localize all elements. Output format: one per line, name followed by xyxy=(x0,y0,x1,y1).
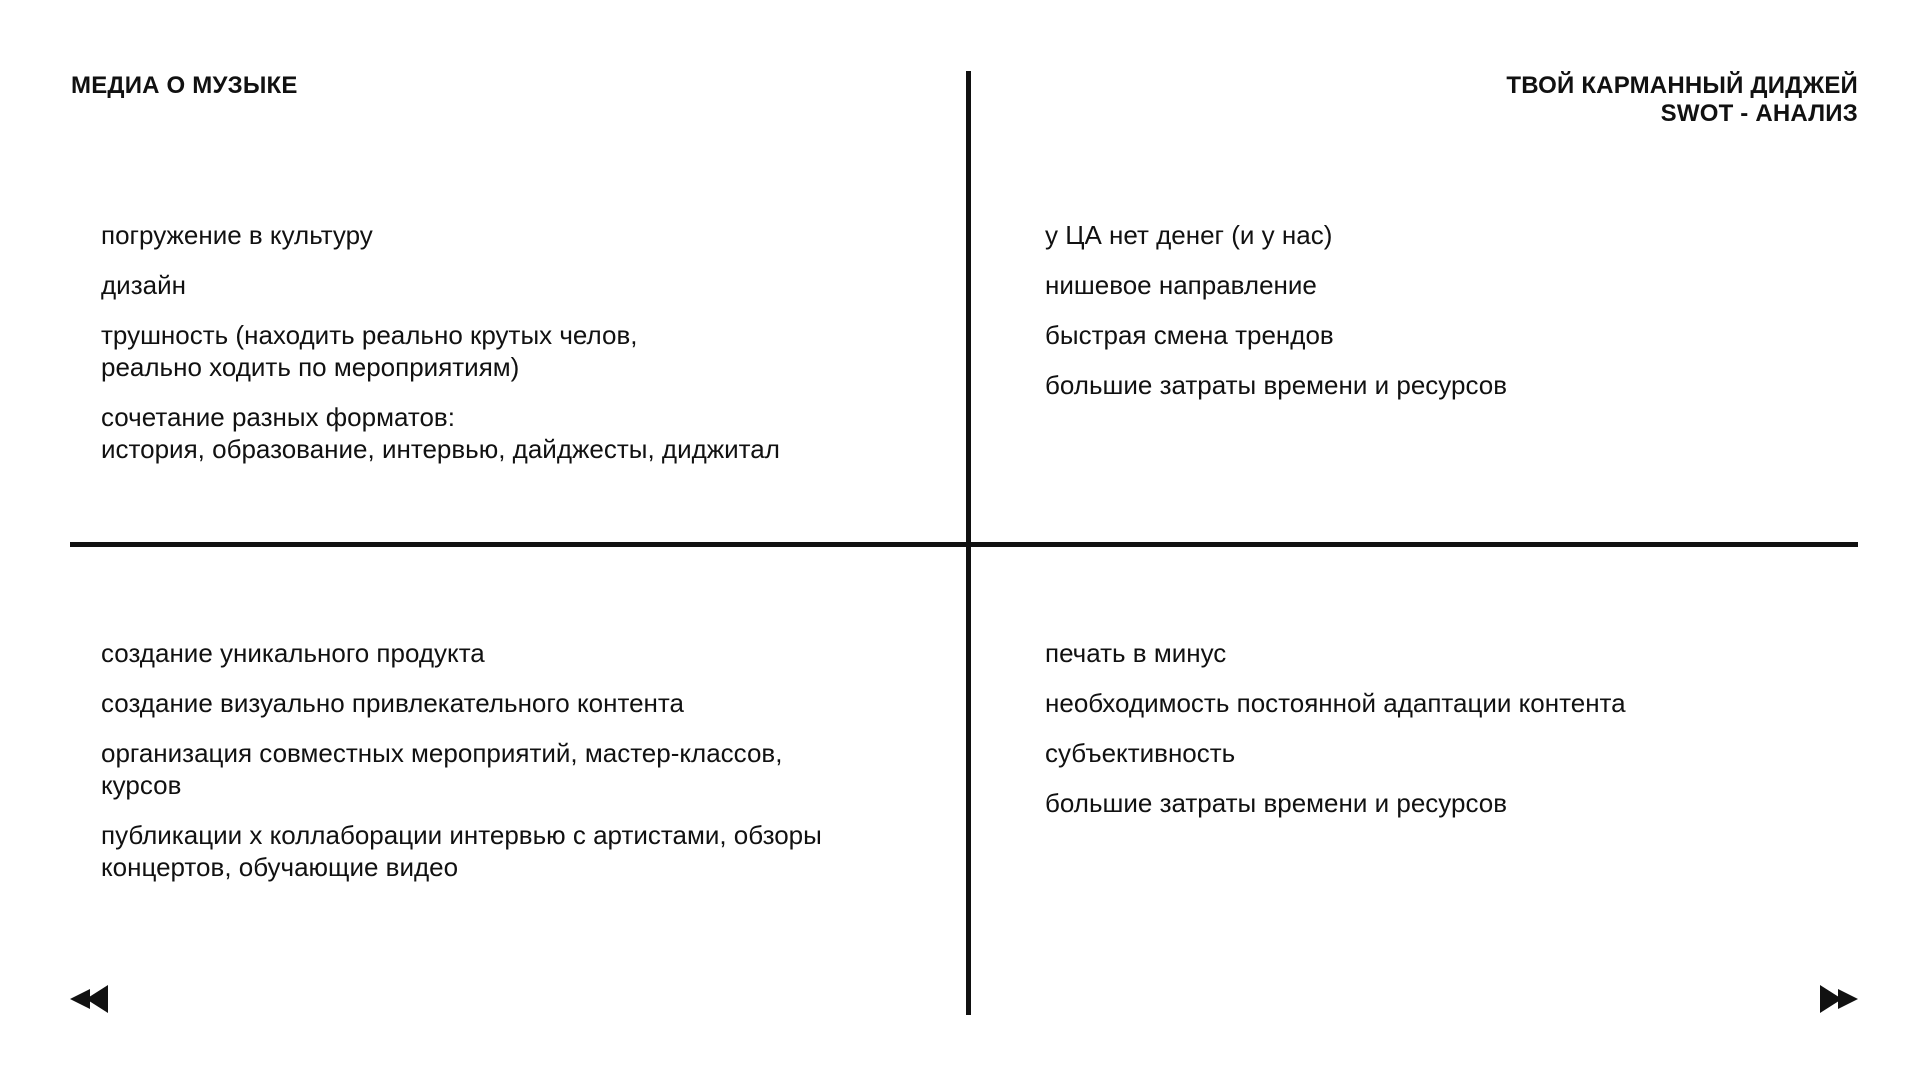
swot-item-text: концертов, обучающие видео xyxy=(101,852,459,882)
slide-subtitle: SWOT - АНАЛИЗ xyxy=(1660,100,1858,127)
swot-item-text: быстрая смена трендов xyxy=(1045,320,1334,350)
swot-item-text: нишевое направление xyxy=(1045,270,1317,300)
swot-item xyxy=(1045,637,1845,669)
swot-item xyxy=(101,637,931,669)
swot-item-text: дизайн xyxy=(101,270,186,300)
weaknesses-quadrant xyxy=(1045,219,1845,419)
swot-item xyxy=(101,819,931,883)
swot-item xyxy=(1045,219,1845,251)
slide-title-line-1: ТВОЙ КАРМАННЫЙ ДИДЖЕЙ xyxy=(1506,72,1858,99)
swot-item-text: трушность (находить реально крутых челов, xyxy=(101,320,638,350)
swot-item-text: печать в минус xyxy=(1045,638,1227,668)
swot-item-text: публикации х коллаборации интервью с артистами, обзоры xyxy=(101,820,822,850)
swot-item-text: создание уникального продукта xyxy=(101,638,485,668)
swot-item-text: курсов xyxy=(101,770,182,800)
swot-item xyxy=(1045,369,1845,401)
brand-title: МЕДИА О МУЗЫКЕ xyxy=(71,72,298,99)
swot-item-text: большие затраты времени и ресурсов xyxy=(1045,370,1508,400)
threats-quadrant xyxy=(1045,637,1845,837)
prev-slide-button[interactable] xyxy=(70,984,110,1014)
slide-title xyxy=(1506,72,1858,128)
double-arrow-right-icon xyxy=(1818,984,1858,1014)
swot-item xyxy=(101,219,931,251)
swot-item-text: большие затраты времени и ресурсов xyxy=(1045,788,1508,818)
opportunities-quadrant xyxy=(101,637,931,901)
swot-item-text: сочетание разных форматов: xyxy=(101,402,455,432)
swot-item-text: субъективность xyxy=(1045,738,1236,768)
swot-item-text: реально ходить по мероприятиям) xyxy=(101,352,520,382)
swot-item-text: создание визуально привлекательного контента xyxy=(101,688,684,718)
horizontal-divider xyxy=(70,542,1858,547)
double-arrow-left-icon xyxy=(70,984,110,1014)
swot-item-text: у ЦА нет денег (и у нас) xyxy=(1045,220,1333,250)
swot-item xyxy=(1045,269,1845,301)
swot-item xyxy=(101,737,931,801)
swot-item xyxy=(101,269,931,301)
swot-item xyxy=(101,687,931,719)
swot-item-text: необходимость постоянной адаптации контента xyxy=(1045,688,1626,718)
strengths-quadrant xyxy=(101,219,931,483)
swot-item xyxy=(101,319,931,383)
next-slide-button[interactable] xyxy=(1818,984,1858,1014)
swot-item xyxy=(1045,687,1845,719)
swot-item-text: погружение в культуру xyxy=(101,220,373,250)
swot-item xyxy=(1045,787,1845,819)
swot-item xyxy=(101,401,931,465)
swot-item-text: история, образование, интервью, дайджесты, диджитал xyxy=(101,434,780,464)
swot-item xyxy=(1045,319,1845,351)
swot-item-text: организация совместных мероприятий, мастер-классов, xyxy=(101,738,783,768)
swot-item xyxy=(1045,737,1845,769)
